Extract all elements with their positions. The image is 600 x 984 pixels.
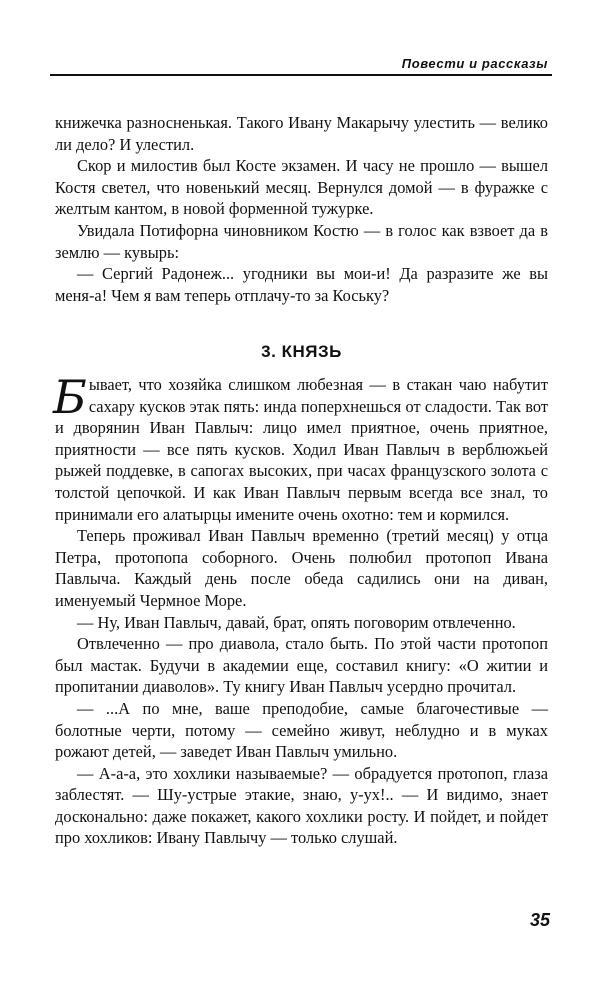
paragraph: Увидала Потифорна чиновником Костю — в голос как взвоет да в землю — кувырь: [55, 220, 548, 262]
running-title: Повести и рассказы [401, 56, 548, 71]
paragraph: — Сергий Радонеж... угодники вы мои-и! Да разразите же вы меня-а! Чем я вам теперь отплачу-то за Коську? [55, 264, 548, 305]
paragraph: — Ну, Иван Павлыч, давай, брат, опять поговорим отвлеченно. [77, 612, 516, 632]
paragraph: — ...А по мне, ваше преподобие, самые благочестивые — болотные черти, потому — семейно живут, неблудно и в муках рожают детей, — заведет Иван Павлыч умильно. [55, 698, 548, 762]
chapter-text-block [53, 370, 548, 849]
paragraph: — А-а-а, это хохлики называемые? — обрадуется протопоп, глаза заблестят. — Шу-устрые этакие, знаю, у-ух!.. — И видимо, знает досконально: даже покажет, какого хохлики росту. И пойдет, и пойдет про хохликов: Ивану Павлычу — только слушай. [55, 763, 548, 848]
drop-cap: Б [53, 370, 87, 424]
page-number: 35 [529, 910, 550, 930]
top-text-block [55, 112, 548, 306]
paragraph: Скор и милостив был Косте экзамен. И часу не прошло — вышел Костя светел, что новенький месяц. Вернулся домой — в фуражке с желтым кантом, в новой форменной тужурке. [55, 156, 548, 219]
chapter-heading: 3. КНЯЗЬ [261, 342, 342, 361]
paragraph: Теперь проживал Иван Павлыч временно (третий месяц) у отца Петра, протопопа соборного. Очень полюбил протопоп Ивана Павлыча. Каждый день после обеда садились они на диван, именуемый Чермное Море. [55, 526, 548, 610]
paragraph: книжечка разносненькая. Такого Ивану Макарычу улестить — велико ли дело? И улестил. [55, 113, 548, 154]
opening-paragraph-text: ывает, что хозяйка слишком любезная — в стакан чаю набутит сахару кусков этак пять: инда поперхнешься от сладости. Так вот и дворянин Иван Павлыч: лицо имел приятное, очень приятное, приятности — все пять кусков. Ходил Иван Павлыч в верблюжьей рыжей поддевке, в сапогах высоких, при часах французского золота с толстой цепочкой. И как Иван Павлыч первым всегда все знал, то принимали его алатырцы имените очень охотно: тем и кормился. [55, 375, 548, 524]
opening-paragraph [53, 370, 548, 525]
header-rule [50, 74, 552, 76]
paragraph: Отвлеченно — про диавола, стало быть. По этой части протопоп был мастак. Будучи в академии еще, составил книгу: «О житии и пропитании диаволов». Ту книгу Иван Павлыч усердно прочитал. [55, 634, 548, 697]
